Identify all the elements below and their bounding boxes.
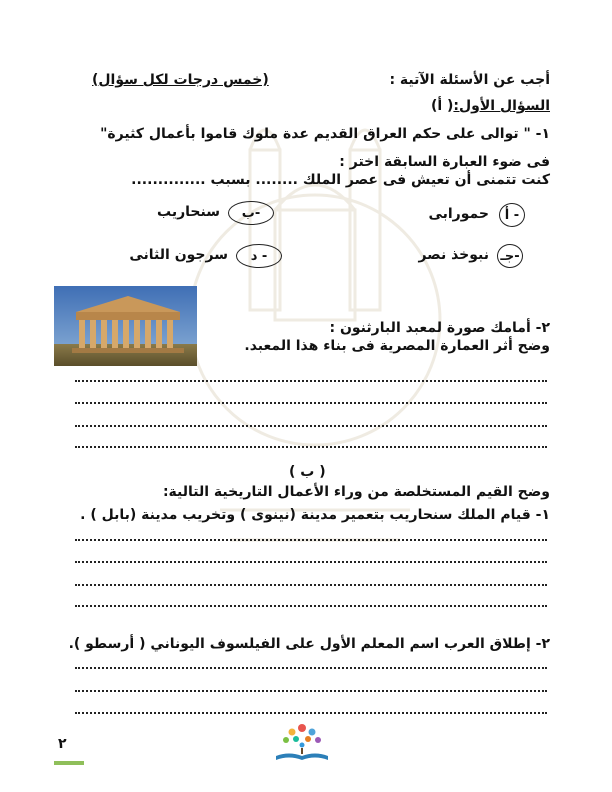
item-2-line-2: وضح أثر العمارة المصرية فى بناء هذا المعبد.	[244, 338, 550, 354]
answer-line[interactable]	[75, 559, 547, 563]
question-1-heading	[431, 98, 550, 114]
item-1-text: ١- " توالى على حكم العراق القديم عدة ملوك قاموا بأعمال كثيرة"	[100, 126, 550, 142]
option-d-text: سرجون الثانى	[129, 247, 228, 263]
answer-line[interactable]	[75, 710, 547, 714]
instructions-text: أجب عن الأسئلة الآتية :	[389, 72, 550, 88]
answer-line[interactable]	[75, 444, 547, 448]
option-c-text: نبوخذ نصر	[418, 247, 489, 263]
answer-line[interactable]	[75, 537, 547, 541]
answer-line[interactable]	[75, 688, 547, 692]
answer-line[interactable]	[75, 378, 547, 382]
answer-line[interactable]	[75, 665, 547, 669]
part-a-label: ( أ)	[430, 98, 454, 114]
answer-line[interactable]	[75, 423, 547, 427]
question-1-title: السؤال الأول:	[453, 98, 550, 114]
page-number: ٢	[58, 736, 67, 752]
option-b-marker[interactable]: ب-	[228, 201, 274, 225]
marks-text: (خمس درجات لكل سؤال)	[92, 72, 269, 88]
option-a-text: حمورابى	[428, 206, 489, 222]
answer-line[interactable]	[75, 603, 547, 607]
parthenon-photo	[54, 286, 197, 366]
item-2-line-1: ٢- أمامك صورة لمعبد البارثنون :	[329, 320, 550, 336]
choice-prompt: كنت تتمنى أن تعيش فى عصر الملك ........ بسبب ..............	[131, 172, 550, 188]
part-b-item-1: ١- قيام الملك سنحاريب بتعمير مدينة (نينوى ) وتخريب مدينة (بابل ) .	[80, 507, 550, 523]
answer-line[interactable]	[75, 582, 547, 586]
option-c-marker[interactable]: جـ-	[497, 244, 523, 268]
option-a-marker[interactable]: أ -	[499, 203, 525, 227]
part-b-label: ( ب )	[289, 464, 326, 480]
part-b-intro: وضح القيم المستخلصة من وراء الأعمال التاريخية التالية:	[162, 484, 550, 500]
book-tree-logo-icon	[262, 718, 342, 766]
part-b-item-2: ٢- إطلاق العرب اسم المعلم الأول على الفيلسوف اليوناني ( أرسطو ).	[68, 636, 550, 652]
page-number-bar	[54, 761, 84, 765]
option-b-text: سنحاريب	[157, 204, 220, 220]
option-d-marker[interactable]: د -	[236, 244, 282, 268]
context-text: فى ضوء العبارة السابقة اختر :	[339, 154, 550, 170]
answer-line[interactable]	[75, 400, 547, 404]
